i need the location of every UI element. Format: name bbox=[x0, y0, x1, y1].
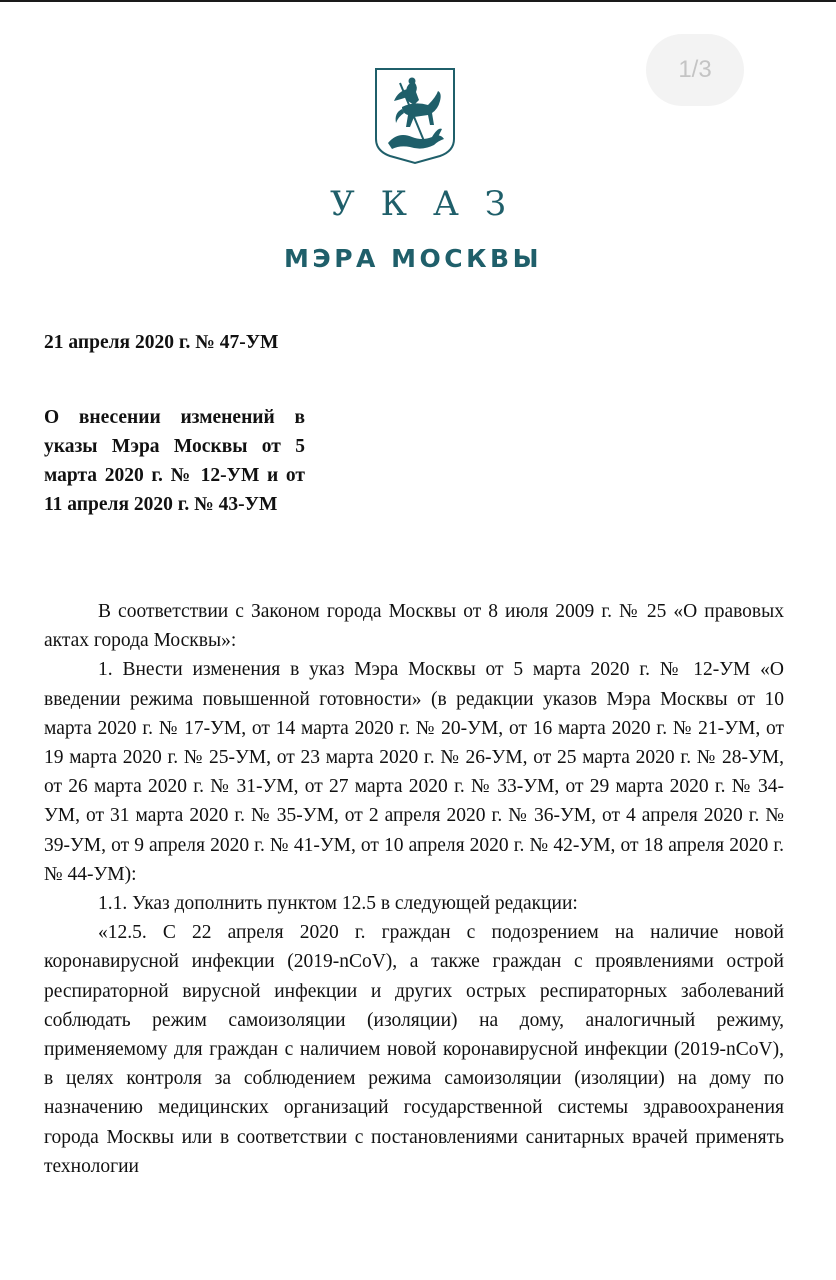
body-paragraph: 1. Внести изменения в указ Мэра Москвы от 5 марта 2020 г. № 12-УМ «О введении режима повышенной готовности» (в редакции указов Мэра Москвы от 10 марта 2020 г. № 17-УМ, от 14 марта 2020 г. № 20-УМ, от 16 марта 2020 г. № 21-УМ, от 19 марта 2020 г. № 25-УМ, от 23 марта 2020 г. № 26-УМ, от 25 марта 2020 г. № 28-УМ, от 26 марта 2020 г. № 31-УМ, от 27 марта 2020 г. № 33-УМ, от 29 марта 2020 г. № 34-УМ, от 31 марта 2020 г. № 35-УМ, от 2 апреля 2020 г. № 36-УМ, от 4 апреля 2020 г. № 39-УМ, от 9 апреля 2020 г. № 41-УМ, от 10 апреля 2020 г. № 42-УМ, от 18 апреля 2020 г. № 44-УМ): bbox=[44, 659, 784, 885]
document-date-number: 21 апреля 2020 г. № 47-УМ bbox=[44, 332, 279, 353]
document-subject: О внесении изменений в указы Мэра Москвы от 5 марта 2020 г. № 12-УМ и от 11 апреля 2020 г. № 43-УМ bbox=[44, 407, 305, 515]
body-paragraph: В соответствии с Законом города Москвы от 8 июля 2009 г. № 25 «О правовых актах города Москвы»: bbox=[44, 601, 784, 652]
page-indicator: 1/3 bbox=[646, 34, 744, 106]
moscow-coat-of-arms-icon bbox=[374, 67, 456, 165]
body-paragraph: «12.5. С 22 апреля 2020 г. граждан с подозрением на наличие новой коронавирусной инфекции (2019-nCoV), а также граждан с проявлениями острой респираторной вирусной инфекции и других острых респираторных заболеваний соблюдать режим самоизоляции (изоляции) на дому, аналогичный режиму, применяемому для граждан с наличием новой коронавирусной инфекции (2019-nCoV), в целях контроля за соблюдением режима самоизоляции (изоляции) на дому по назначению медицинских организаций государственной системы здравоохранения города Москвы или в соответствии с постановлениями санитарных врачей применять технологии bbox=[44, 922, 784, 1177]
document-body bbox=[44, 597, 784, 1181]
decree-title: УКАЗ bbox=[330, 184, 532, 224]
body-paragraph: 1.1. Указ дополнить пунктом 12.5 в следующей редакции: bbox=[98, 893, 578, 915]
decree-issuer: МЭРА МОСКВЫ bbox=[284, 244, 542, 273]
top-border bbox=[0, 0, 836, 2]
